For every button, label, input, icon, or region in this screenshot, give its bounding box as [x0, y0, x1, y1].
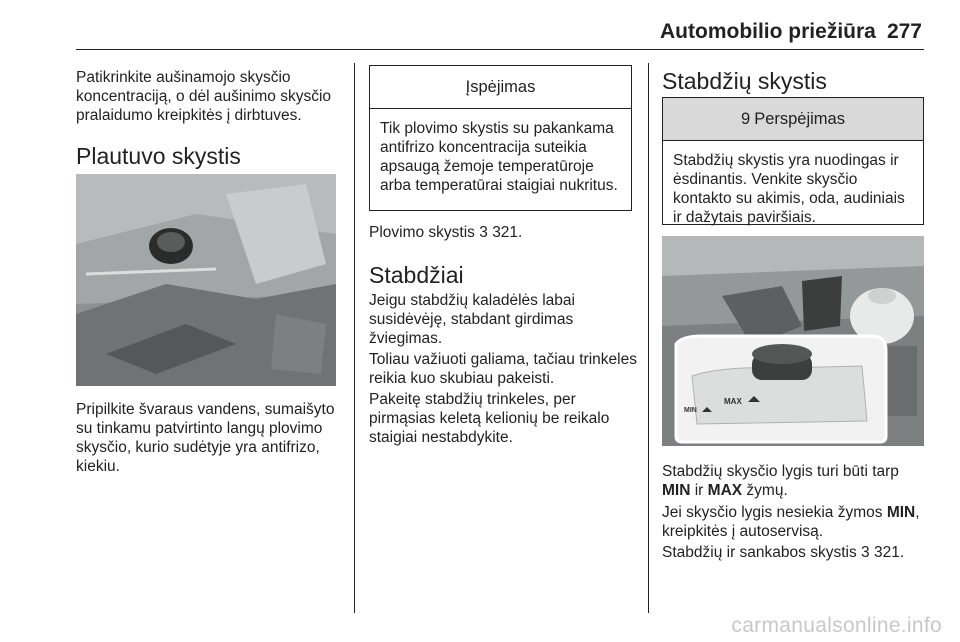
warning-body: Stabdžių skystis yra nuodingas ir ėsdinantis. Venkite skysčio kontakto su akimis, oda, audiniais ir dažytais paviršiais.	[673, 152, 905, 226]
brakes-paragraph-3: Pakeitę stabdžių trinkeles, per pirmąsias keletą kelionių be reikalo staigiai nestabdykite.	[369, 391, 610, 446]
brake-reservoir-photo	[662, 236, 924, 446]
warning-box	[662, 97, 924, 225]
brake-level-text: Stabdžių skysčio lygis turi būti tarp	[662, 463, 899, 480]
washer-reservoir-photo	[76, 174, 336, 386]
watermark: carmanualsonline.info	[731, 614, 942, 637]
photo-label-min: MIN	[684, 407, 697, 414]
column-divider-1	[354, 63, 355, 613]
reference-label: Stabdžių ir sankabos skystis	[662, 544, 857, 561]
brake-fluid-level-paragraph	[662, 462, 927, 500]
notice-title: Įspėjimas	[370, 66, 631, 109]
washer-fluid-reference	[369, 223, 639, 242]
reference-arrow-icon: 3	[861, 544, 870, 561]
warning-title: Perspėjimas	[754, 109, 845, 128]
brakes-heading: Stabdžiai	[369, 262, 464, 288]
washer-fluid-heading: Plautuvo skystis	[76, 143, 241, 169]
column-divider-2	[648, 63, 649, 613]
brake-level-text-end: žymų.	[746, 482, 788, 499]
washer-fill-paragraph: Pripilkite švaraus vandens, sumaišyto su tinkamu patvirtinto langų plovimo skysčio, kurio sudėtyje yra antifrizo, kiekiu.	[76, 401, 335, 475]
header-divider	[76, 49, 924, 50]
notice-box	[369, 65, 632, 211]
brake-fluid-service-paragraph: Jei skysčio lygis nesiekia žymos MIN, kreipkitės į autoservisą.	[662, 504, 920, 540]
brakes-paragraph-2: Toliau važiuoti galiama, tačiau trinkeles reikia kuo skubiau pakeisti.	[369, 351, 637, 387]
notice-body: Tik plovimo skystis su pakankama antifrizo koncentracija suteikia apsaugą žemoje temperatūroje arba temperatūrai staigiai nukritus.	[380, 120, 618, 194]
brakes-paragraph-1: Jeigu stabdžių kaladėlės labai susidėvėję, stabdant girdimas žviegimas.	[369, 292, 575, 347]
warning-title-bar	[663, 98, 923, 141]
brake-fluid-heading: Stabdžių skystis	[662, 68, 827, 94]
max-mark-label: MAX	[707, 482, 743, 499]
page-header-title: Automobilio priežiūra	[660, 20, 876, 43]
service-text: Jei skysčio lygis nesiekia žymos	[662, 504, 883, 521]
service-text-end: kreipkitės į autoservisą.	[662, 523, 824, 540]
reference-label: Plovimo skystis	[369, 224, 475, 241]
page-number: 277	[886, 20, 922, 43]
conjunction-text: ir	[694, 482, 704, 499]
min-mark-label: MIN	[662, 482, 691, 499]
reference-arrow-icon: 3	[479, 224, 488, 241]
brake-clutch-reference	[662, 543, 932, 562]
reference-page: 321.	[873, 544, 905, 561]
warning-triangle-icon: 9	[741, 109, 751, 128]
photo-label-max: MAX	[724, 397, 742, 406]
min-mark-label-2: MIN	[886, 504, 916, 521]
reference-page: 321.	[492, 224, 523, 241]
coolant-paragraph: Patikrinkite aušinamojo skysčio koncentraciją, o dėl aušinimo skysčio pralaidumo kreipkitės į dirbtuves.	[76, 69, 332, 124]
